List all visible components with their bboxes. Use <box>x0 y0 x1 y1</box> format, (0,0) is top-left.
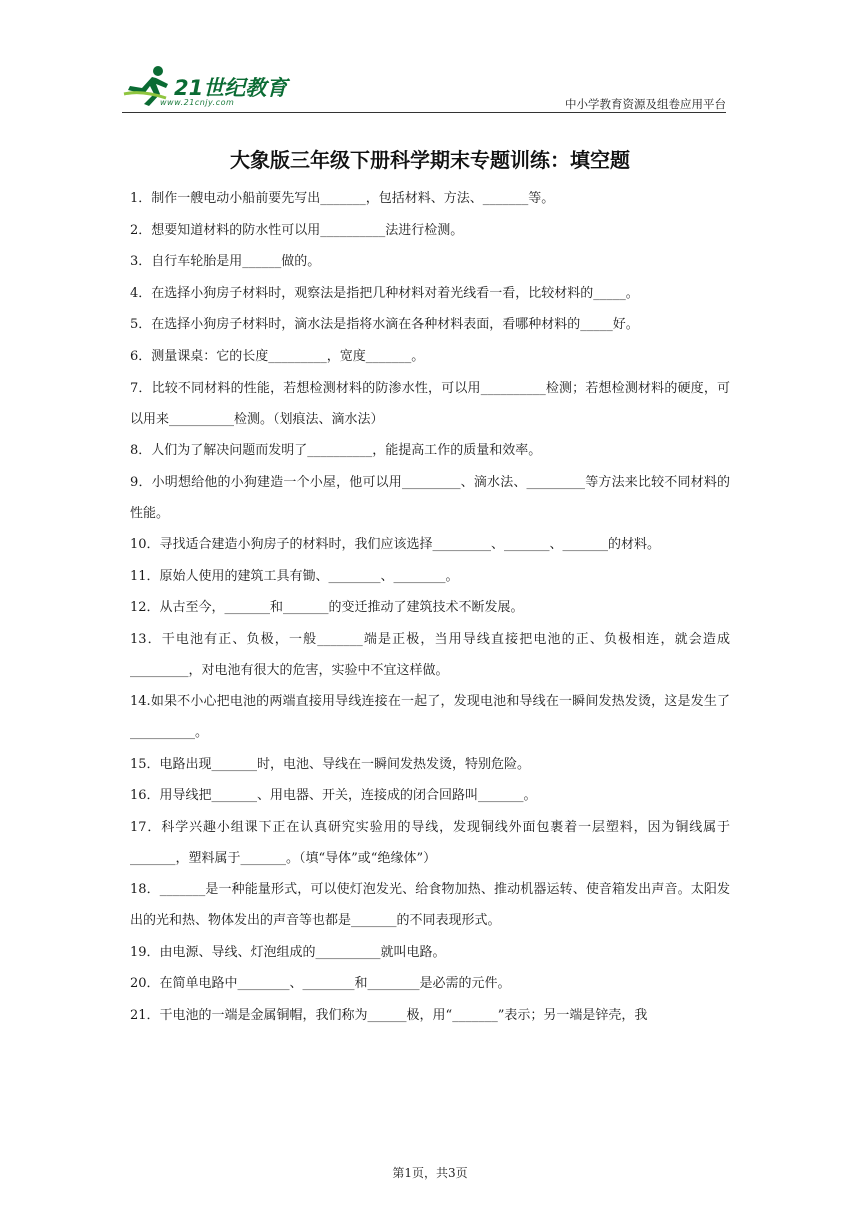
logo-text: 21世纪教育 <box>174 76 288 100</box>
question-item: 12．从古至今，_______和_______的变迁推动了建筑技术不断发展。 <box>130 600 524 616</box>
question-item: 14.如果不小心把电池的两端直接用导线连接在一起了，发现电池和导线在一瞬间发热发烫，这是发生了__________。 <box>130 694 730 741</box>
question-item: 10．寻找适合建造小狗房子的材料时，我们应该选择_________、_______、_______的材料。 <box>130 536 661 552</box>
question-item: 5．在选择小狗房子材料时，滴水法是指将水滴在各种材料表面，看哪种材料的_____好。 <box>130 317 639 333</box>
page-footer: 第1页，共3页 <box>392 1166 468 1180</box>
page-header <box>122 62 726 114</box>
question-item: 18．_______是一种能量形式，可以使灯泡发光、给食物加热、推动机器运转、使音箱发出声音。太阳发出的光和热、物体发出的声音等也都是_______的不同表现形式。 <box>130 882 730 929</box>
question-item: 16．用导线把_______、用电器、开关，连接成的闭合回路叫_______。 <box>130 788 537 804</box>
question-item: 7．比较不同材料的性能，若想检测材料的防渗水性，可以用__________检测；若想检测材料的硬度，可以用来__________检测。（划痕法、滴水法） <box>130 380 730 427</box>
question-item: 11．原始人使用的建筑工具有锄、________、________。 <box>130 568 459 584</box>
question-item: 21．干电池的一端是金属铜帽，我们称为______极，用“_______”表示；另一端是锌壳，我 <box>130 1007 648 1023</box>
question-item: 19．由电源、导线、灯泡组成的__________就叫电路。 <box>130 944 446 960</box>
question-item: 9．小明想给他的小狗建造一个小屋，他可以用_________、滴水法、_________等方法来比较不同材料的性能。 <box>130 474 730 521</box>
header-divider <box>122 112 726 113</box>
question-item: 4．在选择小狗房子材料时，观察法是指把几种材料对着光线看一看，比较材料的_____。 <box>130 285 639 301</box>
page-title: 大象版三年级下册科学期末专题训练：填空题 <box>230 148 630 172</box>
question-item: 8．人们为了解决问题而发明了__________，能提高工作的质量和效率。 <box>130 442 542 458</box>
question-list <box>130 183 730 1031</box>
question-item: 13．干电池有正、负极，一般_______端是正极，当用导线直接把电池的正、负极相连，就会造成_________，对电池有很大的危害，实验中不宜这样做。 <box>130 631 730 678</box>
logo-url: www.21cnjy.com <box>160 98 235 107</box>
question-item: 17．科学兴趣小组课下正在认真研究实验用的导线，发现铜线外面包裹着一层塑料，因为铜线属于_______，塑料属于_______。（填“导体”或“绝缘体”） <box>130 819 730 866</box>
question-item: 3．自行车轮胎是用______做的。 <box>130 254 321 270</box>
question-item: 2．想要知道材料的防水性可以用__________法进行检测。 <box>130 222 464 238</box>
question-item: 1．制作一艘电动小船前要先写出_______，包括材料、方法、_______等。 <box>130 191 555 206</box>
platform-label: 中小学教育资源及组卷应用平台 <box>565 97 726 111</box>
question-item: 6．测量课桌：它的长度_________，宽度_______。 <box>130 348 425 364</box>
question-item: 15．电路出现_______时，电池、导线在一瞬间发热发烫，特别危险。 <box>130 756 531 772</box>
logo <box>122 62 302 114</box>
question-item: 20．在简单电路中________、________和________是必需的元件。 <box>130 976 511 992</box>
